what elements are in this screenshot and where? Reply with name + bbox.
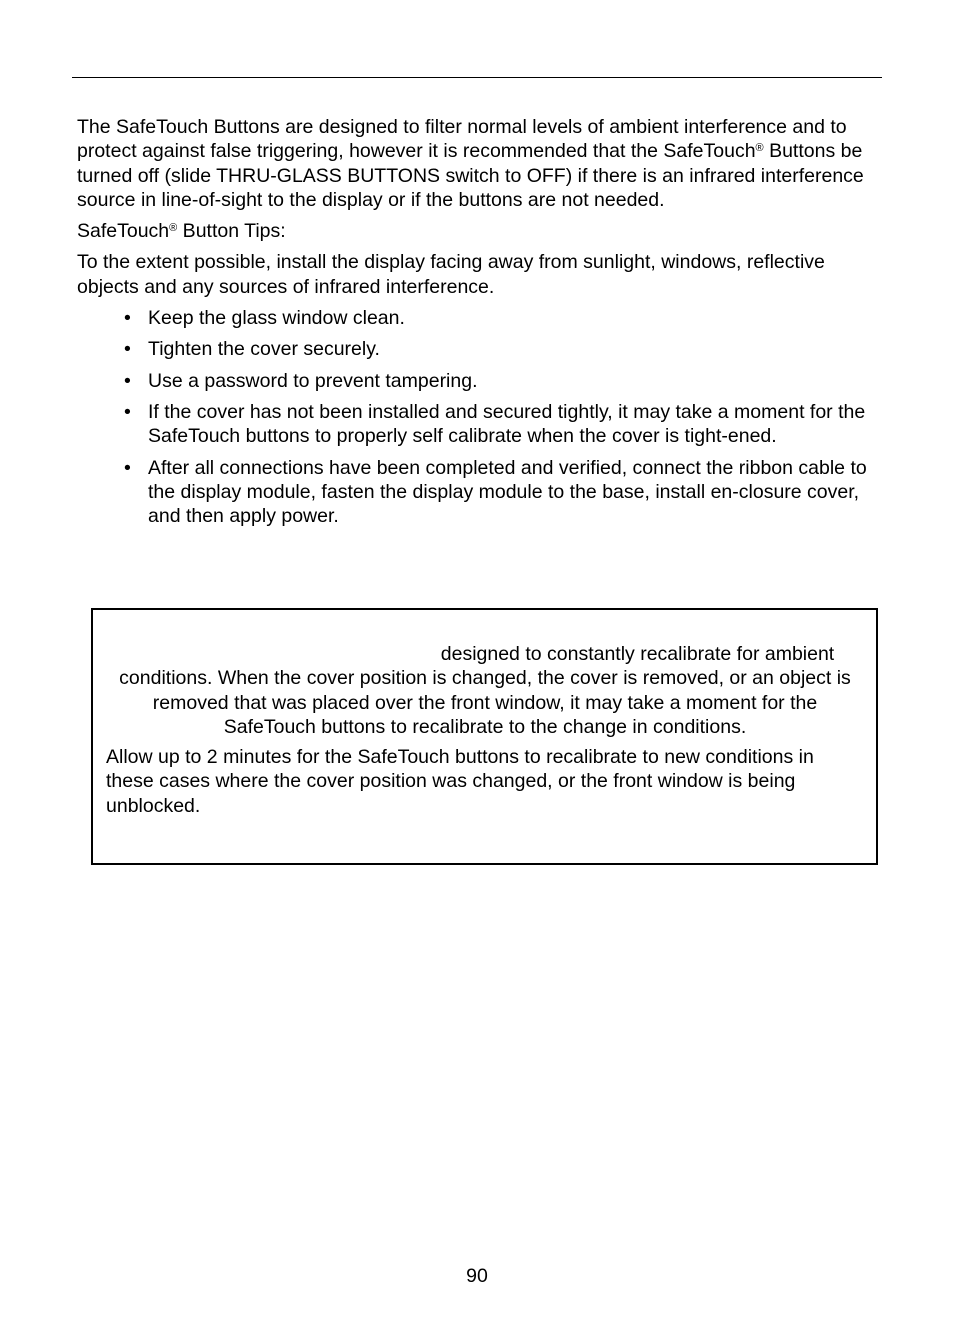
tips-heading-prefix: SafeTouch xyxy=(77,220,170,243)
registered-mark: ® xyxy=(169,222,178,235)
note-centered-text: designed to constantly recalibrate for ambient conditions. When the cover position is changed, the cover is removed, or an object is removed that was placed over the front window, it may take a moment for the SafeTouch buttons to recalibrate to the change in conditions. xyxy=(119,643,851,738)
note-content xyxy=(106,642,864,818)
list-item-text: Keep the glass window clean. xyxy=(148,307,405,330)
list-item-text: After all connections have been completed and verified, connect the ribbon cable to the display module, fasten the display module to the base, install en-closure cover, and then apply power. xyxy=(148,456,867,528)
note-centered-paragraph xyxy=(106,642,864,739)
list-item xyxy=(124,369,877,393)
header-rule xyxy=(72,77,882,78)
tips-bullet-list xyxy=(77,306,877,528)
bullet-icon: • xyxy=(124,307,131,330)
registered-mark: ® xyxy=(755,142,764,155)
tips-heading-suffix: Button Tips: xyxy=(177,220,286,243)
list-item xyxy=(124,306,877,330)
list-item xyxy=(124,337,877,361)
page-number: 90 xyxy=(466,1265,488,1287)
list-item xyxy=(124,456,877,529)
install-tip-paragraph: To the extent possible, install the display facing away from sunlight, windows, reflective objects and any sources of infrared interference. xyxy=(77,251,825,298)
note-body-paragraph: Allow up to 2 minutes for the SafeTouch buttons to recalibrate to new conditions in these cases where the cover position was changed, or the front window is being unblocked. xyxy=(106,746,814,817)
bullet-icon: • xyxy=(124,456,131,479)
main-content xyxy=(77,115,877,535)
list-item xyxy=(124,400,877,449)
intro-paragraph xyxy=(77,115,877,212)
list-item-text: If the cover has not been installed and secured tightly, it may take a moment for the SafeTouch buttons to properly self calibrate when the cover is tight-ened. xyxy=(148,400,866,448)
bullet-icon: • xyxy=(124,400,131,423)
list-item-text: Tighten the cover securely. xyxy=(148,338,380,361)
intro-text-part1: The SafeTouch Buttons are designed to filter normal levels of ambient interference and to protect against false triggering, however it is recommended that the SafeTouch xyxy=(77,116,847,163)
bullet-icon: • xyxy=(124,338,131,361)
tips-heading xyxy=(77,219,877,243)
note-box xyxy=(91,608,878,865)
intro-text-part2: Buttons be turned off (slide THRU-GLASS BUTTONS switch to OFF) if there is an infrared interference source in line-of-sight to the display or if the buttons are not needed. xyxy=(77,140,864,211)
bullet-icon: • xyxy=(124,369,131,392)
list-item-text: Use a password to prevent tampering. xyxy=(148,369,478,392)
